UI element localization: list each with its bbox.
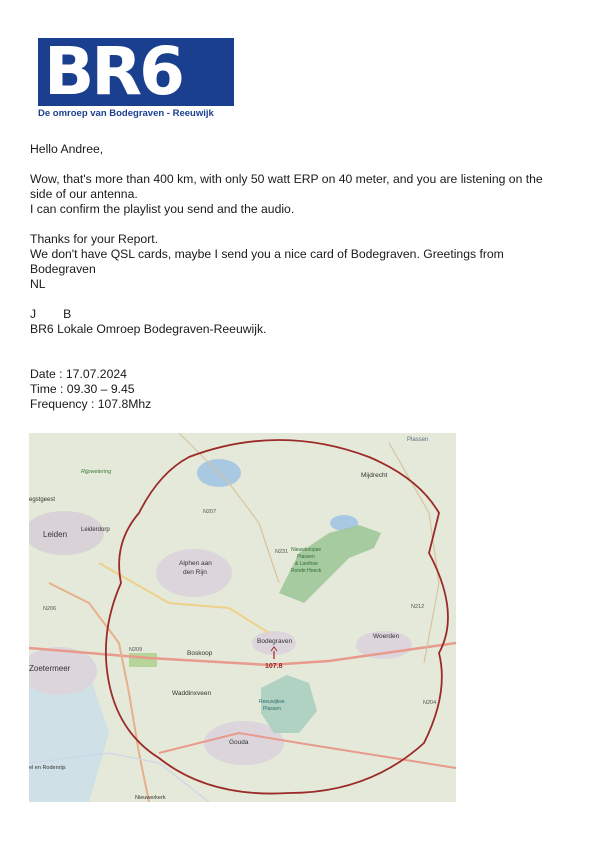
- logo-box: [38, 33, 234, 110]
- signature-initials: J B: [30, 307, 72, 321]
- map-label-nieuwkoop-3: & Loethoe: [295, 561, 318, 567]
- map-label-rijpwetering: Rijpwetering: [81, 469, 112, 475]
- transmitter-frequency-label: 107.8: [265, 663, 283, 670]
- paragraph-2-line-1: Thanks for your Report.: [30, 232, 159, 246]
- greeting: Hello Andree,: [30, 142, 104, 156]
- logo-text: BR6: [44, 33, 183, 110]
- map-label-rodenrijs: el en Rodenrijs: [29, 765, 66, 771]
- map-label-n204: N204: [423, 700, 437, 706]
- letter-body: [30, 142, 570, 412]
- paragraph-2-line-2: We don't have QSL cards, maybe I send you a nice card of Bodegraven. Greetings from Bodegraven: [30, 247, 504, 276]
- map-label-nieuwkoop-4: Ronde Hoeck: [291, 568, 322, 574]
- signature-organization: BR6 Lokale Omroep Bodegraven-Reeuwijk.: [30, 322, 267, 336]
- map-label-mijdrecht: Mijdrecht: [361, 472, 388, 479]
- map-label-bodegraven: Bodegraven: [257, 638, 293, 645]
- map-label-n209: N209: [129, 647, 143, 653]
- map-label-woerden: Woerden: [373, 633, 400, 640]
- map-label-waddinxveen: Waddinxveen: [172, 690, 212, 697]
- paragraph-2-line-3: NL: [30, 277, 46, 291]
- report-time: Time : 09.30 – 9.45: [30, 382, 135, 396]
- map-label-reeuwijk: Reeuwijkse: [259, 699, 285, 705]
- map-label-reeuwijk-2: Plassen: [263, 706, 281, 712]
- logo-tagline: De omroep van Bodegraven - Reeuwijk: [38, 108, 214, 119]
- map-label-leiden: Leiden: [43, 530, 68, 539]
- paragraph-1-line-3: I can confirm the playlist you send and the audio.: [30, 202, 295, 216]
- nature-bentwoud: [129, 653, 157, 667]
- paragraph-1-line-1: Wow, that's more than 400 km, with only 50 watt ERP on 40 meter, and you are listening on the: [30, 172, 543, 186]
- map-label-n212: N212: [411, 604, 425, 610]
- map-label-nieuwerkerk: Nieuwerkerk: [135, 795, 166, 801]
- map-label-alphen-2: den Rijn: [183, 569, 207, 576]
- map-label-n206: N206: [43, 606, 57, 612]
- br6-logo: [38, 33, 234, 122]
- paragraph-1-line-2: side of our antenna.: [30, 187, 138, 201]
- map-label-alphen: Alphen aan: [179, 560, 212, 567]
- map-label-gouda: Gouda: [229, 739, 249, 746]
- map-label-boskoop: Boskoop: [187, 650, 213, 657]
- coverage-map: [29, 433, 456, 802]
- map-label-zoetermeer: Zoetermeer: [29, 664, 71, 673]
- map-label-nieuwkoop: Nieuwkoopse: [291, 547, 322, 553]
- map-label-nieuwkoop-2: Plassen: [297, 554, 315, 560]
- map-label-oegstgeest: egstgeest: [29, 497, 56, 503]
- map-label-n231: N231: [275, 549, 289, 555]
- map-label-leiderdorp: Leiderdorp: [81, 527, 110, 533]
- report-date: Date : 17.07.2024: [30, 367, 127, 381]
- map-label-n207: N207: [203, 509, 217, 515]
- report-frequency: Frequency : 107.8Mhz: [30, 397, 152, 411]
- map-label-plassen: Plassen: [407, 437, 429, 443]
